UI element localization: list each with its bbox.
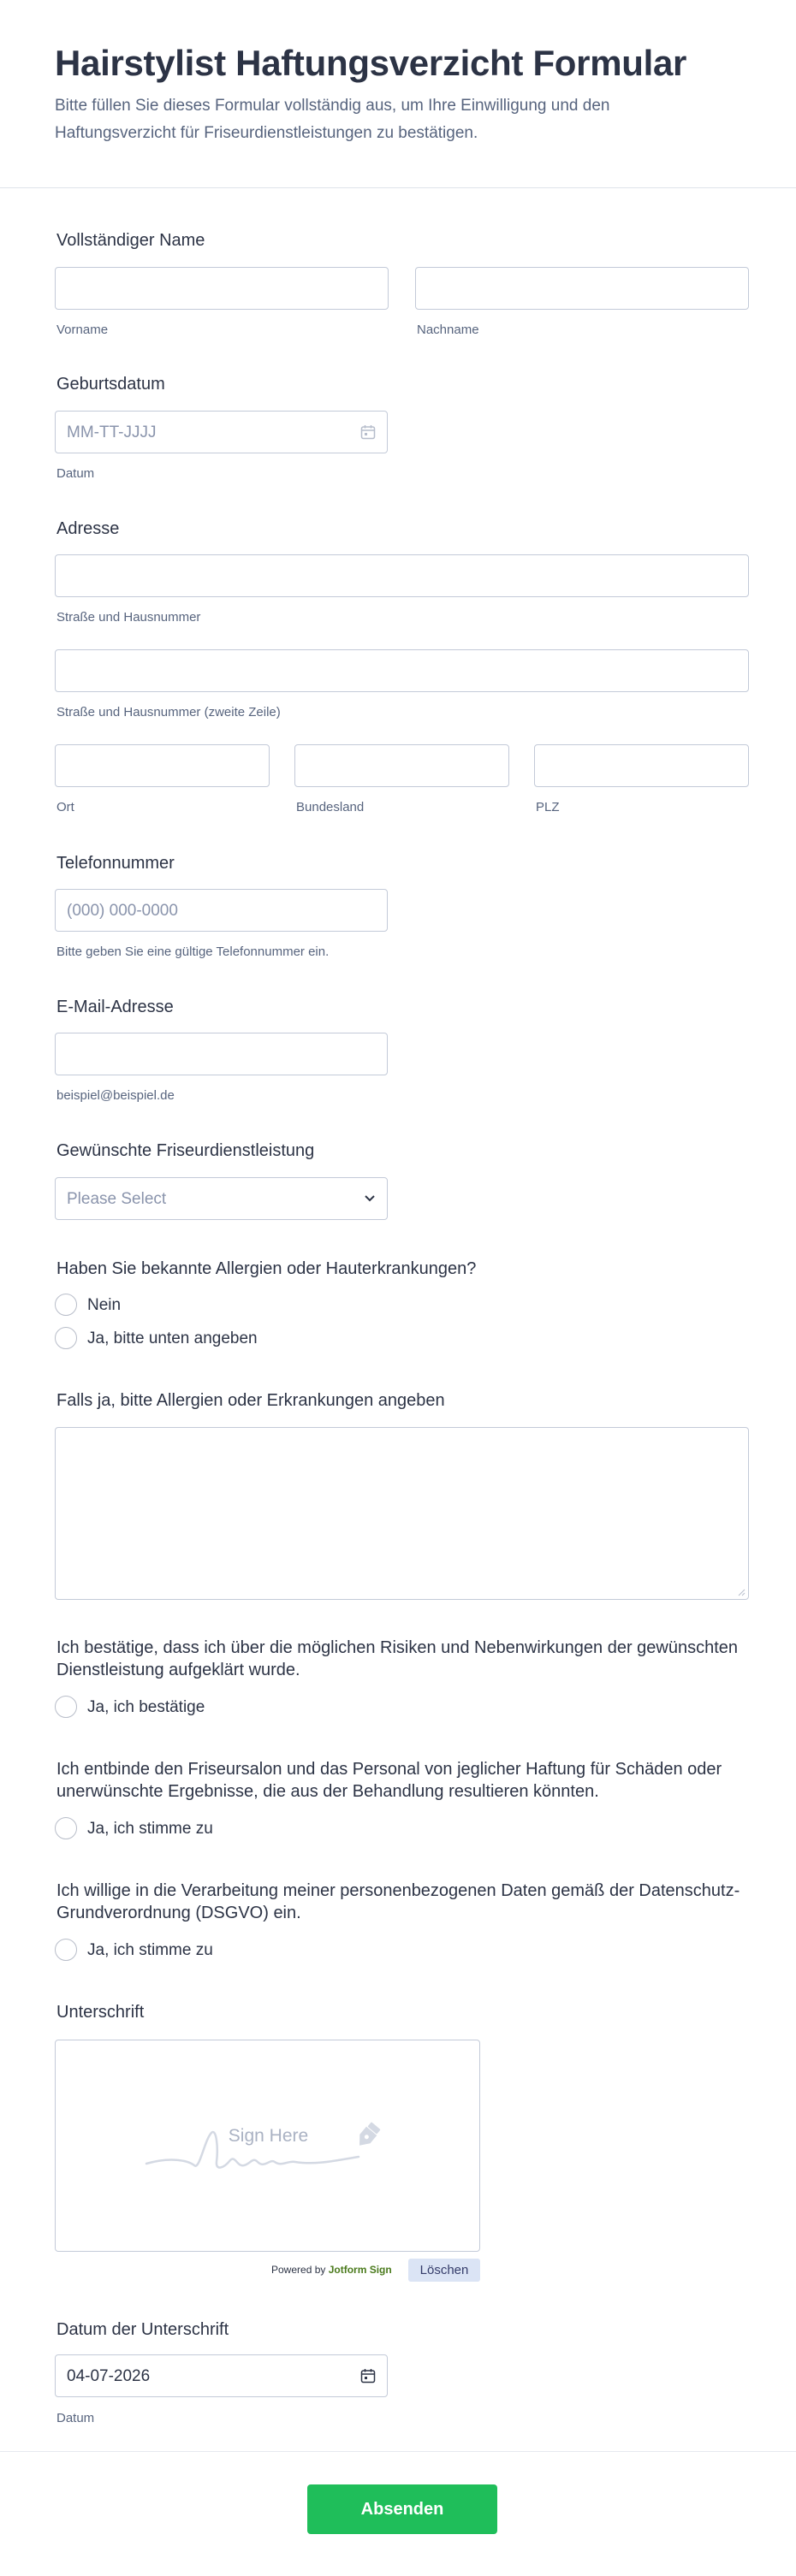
phone-sublabel: Bitte geben Sie eine gültige Telefonnummer ein.	[56, 945, 330, 959]
allergies-question: Haben Sie bekannte Allergien oder Hauterkrankungen?	[56, 1259, 477, 1278]
first-name-input[interactable]	[55, 267, 389, 310]
form-header	[0, 0, 796, 188]
allergy-details-textarea[interactable]	[55, 1427, 749, 1600]
signature-date-value: 04-07-2026	[67, 2367, 151, 2385]
resize-handle-icon[interactable]	[737, 1588, 746, 1596]
radio-button[interactable]	[55, 1327, 77, 1349]
first-name-sublabel: Vorname	[56, 323, 109, 337]
submit-button[interactable]: Absenden	[307, 2484, 497, 2534]
signature-date-label: Datum der Unterschrift	[56, 2320, 229, 2339]
allergy-details-label: Falls ja, bitte Allergien oder Erkrankungen angeben	[56, 1391, 445, 1410]
street2-sublabel: Straße und Hausnummer (zweite Zeile)	[56, 705, 281, 720]
address-label: Adresse	[56, 519, 120, 538]
radio-label: Ja, ich stimme zu	[87, 1820, 213, 1838]
signature-placeholder: Sign Here	[228, 2126, 309, 2146]
risks-question: Ich bestätige, dass ich über die möglichen Risiken und Nebenwirkungen der gewünschten Dienstleistung aufgeklärt wurde.	[56, 1638, 739, 1679]
radio-label: Nein	[87, 1296, 122, 1314]
zip-sublabel: PLZ	[536, 800, 560, 814]
form-title: Hairstylist Haftungsverzicht Formular	[55, 43, 687, 83]
service-select[interactable]	[55, 1177, 388, 1220]
state-input[interactable]	[294, 744, 509, 787]
signature-date-input[interactable]	[55, 2354, 388, 2397]
street2-input[interactable]	[55, 649, 749, 692]
clear-signature-button[interactable]: Löschen	[408, 2259, 480, 2282]
phone-placeholder: (000) 000-0000	[67, 902, 178, 920]
last-name-sublabel: Nachname	[417, 323, 479, 337]
signature-date-sublabel: Datum	[56, 2411, 95, 2425]
signature-pad[interactable]	[55, 2040, 480, 2252]
radio-button[interactable]	[55, 1817, 77, 1839]
street-input[interactable]	[55, 554, 749, 597]
email-input[interactable]	[55, 1033, 388, 1075]
gdpr-question: Ich willige in die Verarbeitung meiner personenbezogenen Daten gemäß der Datenschutz-Grundverordnung (DSGVO) ein.	[56, 1881, 740, 1922]
powered-prefix: Powered by	[271, 2264, 326, 2276]
calendar-icon[interactable]	[360, 424, 376, 440]
birthdate-sublabel: Datum	[56, 466, 95, 481]
calendar-icon[interactable]	[360, 2368, 376, 2384]
city-input[interactable]	[55, 744, 270, 787]
email-label: E-Mail-Adresse	[56, 998, 174, 1016]
city-sublabel: Ort	[56, 800, 74, 814]
street-sublabel: Straße und Hausnummer	[56, 610, 201, 625]
liability-question: Ich entbinde den Friseursalon und das Personal von jeglicher Haftung für Schäden oder unerwünschte Ergebnisse, die aus der Behandlung resultieren könnten.	[56, 1760, 722, 1801]
powered-brand: Jotform Sign	[328, 2264, 392, 2276]
full-name-label: Vollständiger Name	[56, 231, 205, 250]
radio-label: Ja, bitte unten angeben	[87, 1329, 258, 1347]
service-placeholder: Please Select	[67, 1190, 167, 1208]
radio-button[interactable]	[55, 1294, 77, 1316]
email-sublabel: beispiel@beispiel.de	[56, 1088, 175, 1103]
phone-label: Telefonnummer	[56, 854, 175, 873]
signature-label: Unterschrift	[56, 2003, 145, 2022]
birthdate-label: Geburtsdatum	[56, 375, 165, 394]
service-label: Gewünschte Friseurdienstleistung	[56, 1141, 315, 1160]
phone-input[interactable]	[55, 889, 388, 932]
form-subtitle: Bitte füllen Sie dieses Formular vollständig aus, um Ihre Einwilligung und den Haftungsverzicht für Friseurdienstleistungen zu bestätigen.	[55, 97, 610, 142]
powered-by-text	[271, 2264, 392, 2276]
radio-button[interactable]	[55, 1696, 77, 1718]
footer-divider	[0, 2451, 796, 2452]
last-name-input[interactable]	[415, 267, 749, 310]
state-sublabel: Bundesland	[296, 800, 365, 814]
birthdate-placeholder: MM-TT-JJJJ	[67, 423, 157, 441]
radio-label: Ja, ich bestätige	[87, 1698, 205, 1716]
radio-label: Ja, ich stimme zu	[87, 1941, 213, 1959]
zip-input[interactable]	[534, 744, 749, 787]
chevron-down-icon	[364, 1194, 376, 1203]
radio-button[interactable]	[55, 1939, 77, 1961]
birthdate-input[interactable]	[55, 411, 388, 453]
